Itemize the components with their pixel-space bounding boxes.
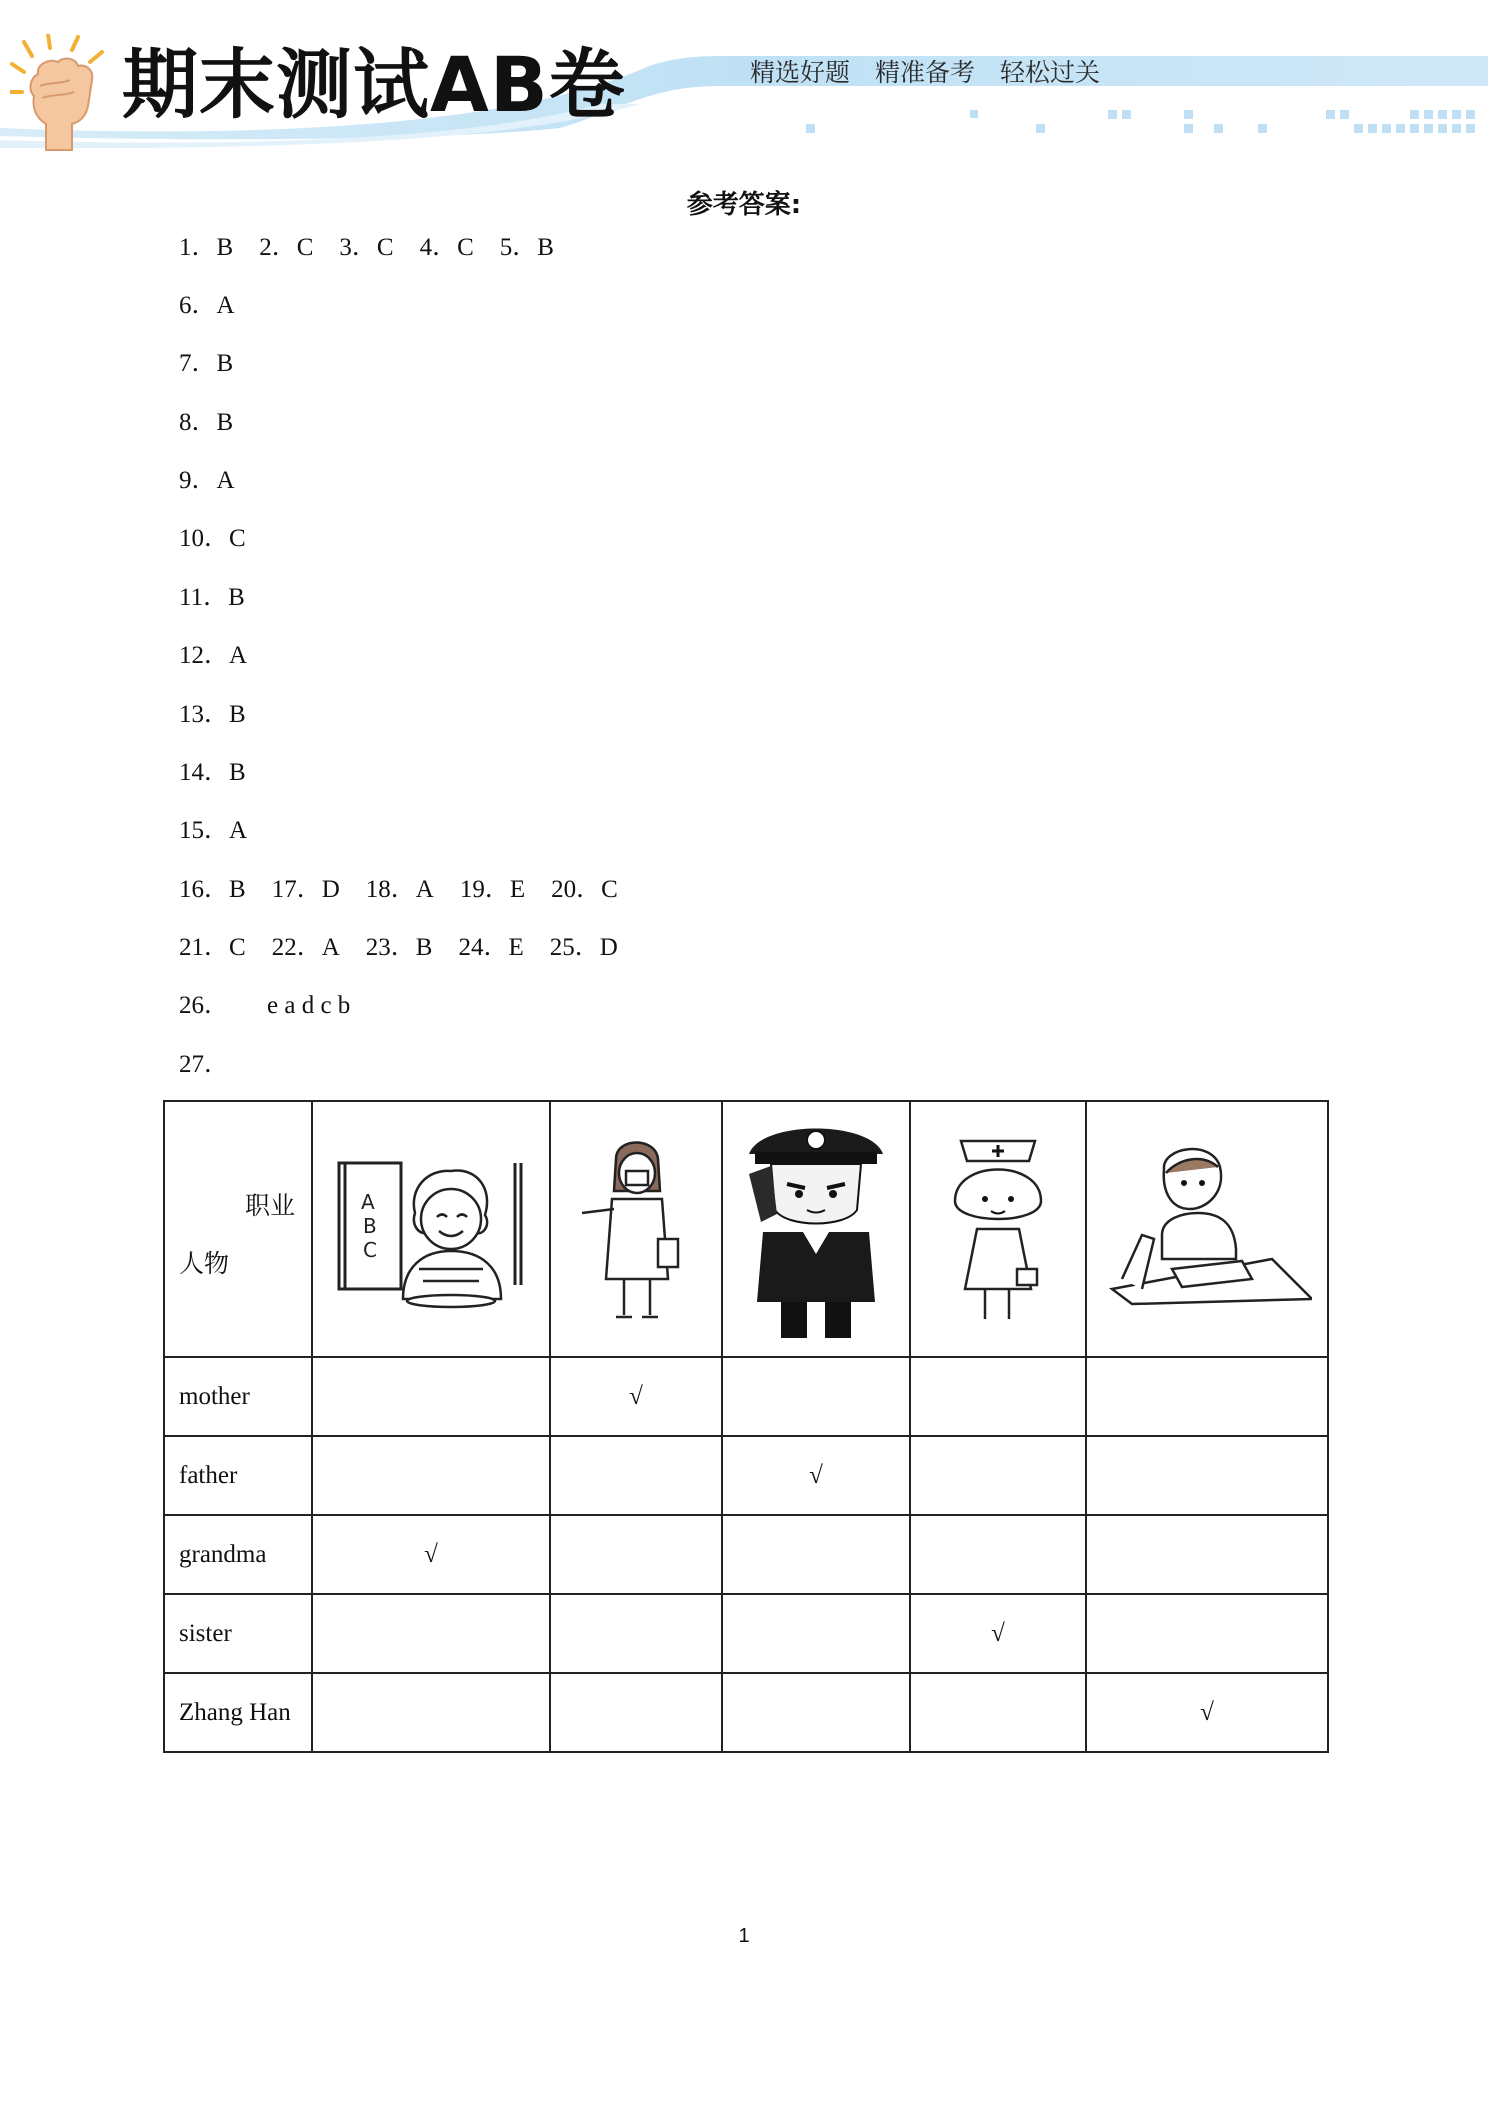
answer-item: 22．A xyxy=(271,934,340,961)
answer-item: 24．E xyxy=(458,934,524,961)
header-banner xyxy=(0,0,1488,160)
brand-title: 期末测试AB卷 xyxy=(122,40,626,129)
doctor-icon xyxy=(576,1129,696,1329)
check-cell: √ xyxy=(1086,1673,1328,1752)
page-number: 1 xyxy=(738,1925,750,1947)
check-cell xyxy=(312,1673,550,1752)
answer-line xyxy=(179,758,246,788)
table-row xyxy=(164,1594,1328,1673)
check-cell xyxy=(312,1357,550,1436)
check-cell xyxy=(910,1357,1086,1436)
answer-item: 16．B xyxy=(179,876,246,903)
answer-item: 3．C xyxy=(339,234,394,261)
answer-item: 14．B xyxy=(179,759,246,786)
answer-item: 5．B xyxy=(499,234,554,261)
answer-item: 4．C xyxy=(419,234,474,261)
person-name: Zhang Han xyxy=(164,1673,312,1752)
student-icon xyxy=(1102,1139,1312,1319)
answer-item: 18．A xyxy=(365,876,434,903)
slogan-3: 轻松过关 xyxy=(1000,58,1101,87)
table-row xyxy=(164,1436,1328,1515)
check-cell xyxy=(1086,1594,1328,1673)
corner-label-person: 人物 xyxy=(179,1249,230,1278)
answer-item: 26． xyxy=(179,992,230,1019)
check-cell xyxy=(550,1515,722,1594)
header-doctor xyxy=(550,1101,722,1357)
answer-line xyxy=(179,466,235,496)
answer-line xyxy=(179,408,233,438)
answer-line xyxy=(179,991,350,1021)
answer-item: 12．A xyxy=(179,642,248,669)
answer-item: 9．A xyxy=(179,467,235,494)
person-name: father xyxy=(164,1436,312,1515)
header-teacher xyxy=(312,1101,550,1357)
answer-item: 25．D xyxy=(549,934,618,961)
check-cell: √ xyxy=(910,1594,1086,1673)
answer-line xyxy=(179,291,235,321)
answer-item: 27． xyxy=(179,1051,230,1078)
check-cell xyxy=(722,1357,910,1436)
nurse-icon xyxy=(933,1129,1063,1329)
answer-item: 19．E xyxy=(459,876,526,903)
svg-text:C: C xyxy=(363,1238,377,1262)
answer-line xyxy=(179,524,246,554)
answer-item: 7．B xyxy=(179,350,234,377)
check-cell: √ xyxy=(550,1357,722,1436)
slogan-1: 精选好题 xyxy=(750,58,851,87)
check-cell xyxy=(1086,1357,1328,1436)
table-row xyxy=(164,1357,1328,1436)
table-body xyxy=(164,1357,1328,1752)
answer-line xyxy=(179,349,233,379)
answer-line xyxy=(179,233,554,263)
check-cell xyxy=(312,1436,550,1515)
table-row xyxy=(164,1515,1328,1594)
answer-line xyxy=(179,641,247,671)
answer-line xyxy=(179,583,245,613)
person-name: sister xyxy=(164,1594,312,1673)
answer-item: 10．C xyxy=(179,525,246,552)
answer-item: 20．C xyxy=(551,876,618,903)
answer-item: 13．B xyxy=(179,701,246,728)
check-cell: √ xyxy=(312,1515,550,1594)
header-police xyxy=(722,1101,910,1357)
answer-item: 2．C xyxy=(259,234,314,261)
check-cell xyxy=(722,1594,910,1673)
answer-item: e a d c b xyxy=(267,992,351,1019)
check-cell xyxy=(550,1673,722,1752)
check-cell xyxy=(550,1594,722,1673)
answer-item: 6．A xyxy=(179,292,235,319)
teacher-icon xyxy=(331,1149,531,1309)
answer-item: 8．B xyxy=(179,409,234,436)
person-name: grandma xyxy=(164,1515,312,1594)
answer-line xyxy=(179,933,618,963)
svg-text:A: A xyxy=(361,1190,375,1214)
check-cell xyxy=(722,1673,910,1752)
svg-text:B: B xyxy=(363,1214,377,1238)
occupation-table xyxy=(163,1100,1329,1753)
check-cell xyxy=(722,1515,910,1594)
check-cell xyxy=(1086,1515,1328,1594)
check-cell xyxy=(910,1436,1086,1515)
answer-line xyxy=(179,816,247,846)
check-cell xyxy=(910,1515,1086,1594)
header-nurse xyxy=(910,1101,1086,1357)
fist-icon xyxy=(10,34,120,154)
answer-line xyxy=(179,875,618,905)
header-student xyxy=(1086,1101,1328,1357)
table-header-row xyxy=(164,1101,1328,1357)
check-cell xyxy=(910,1673,1086,1752)
table-row xyxy=(164,1673,1328,1752)
answer-item: 1．B xyxy=(179,234,234,261)
check-cell xyxy=(550,1436,722,1515)
check-cell: √ xyxy=(722,1436,910,1515)
answer-item: 21．C xyxy=(179,934,246,961)
slogan-2: 精准备考 xyxy=(875,58,976,87)
answer-item: 23．B xyxy=(365,934,433,961)
person-name: mother xyxy=(164,1357,312,1436)
answer-item: 15．A xyxy=(179,817,248,844)
answer-line xyxy=(179,700,246,730)
answers-heading: 参考答案: xyxy=(686,190,802,220)
answer-item: 17．D xyxy=(271,876,340,903)
check-cell xyxy=(1086,1436,1328,1515)
check-cell xyxy=(312,1594,550,1673)
corner-label-occupation: 职业 xyxy=(245,1191,296,1220)
corner-cell xyxy=(164,1101,312,1357)
police-officer-icon xyxy=(741,1114,891,1344)
answer-item: 11．B xyxy=(179,584,245,611)
answer-line xyxy=(179,1050,229,1080)
